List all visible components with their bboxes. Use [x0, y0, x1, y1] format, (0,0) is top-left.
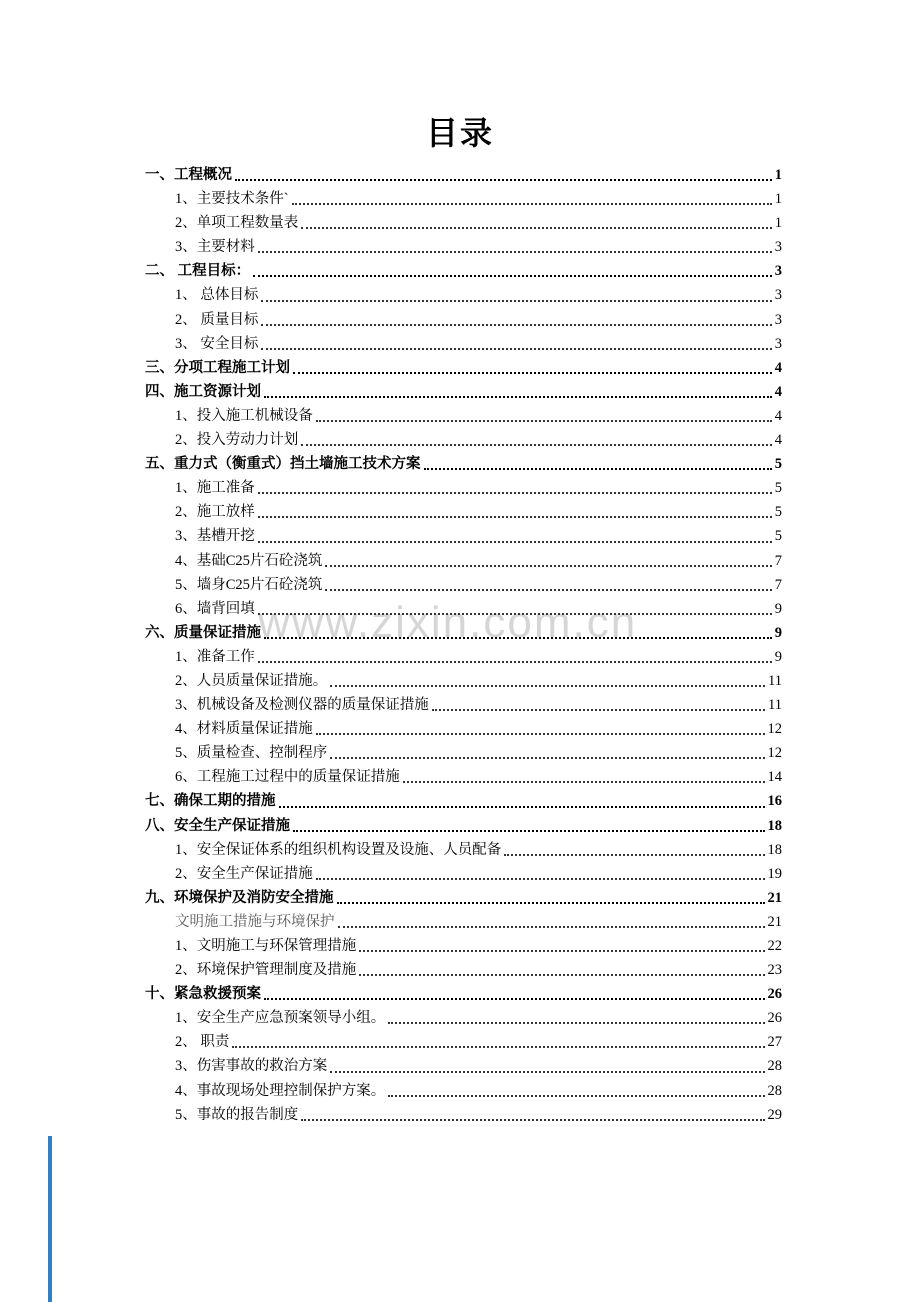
toc-entry-page-number: 9	[774, 648, 782, 665]
dot-leader	[301, 227, 772, 229]
toc-entry[interactable]	[145, 693, 782, 717]
left-margin-revision-bar	[48, 1136, 52, 1302]
toc-entry-label: 6、工程施工过程中的质量保证措施	[175, 769, 400, 786]
dot-leader	[301, 1119, 764, 1121]
dot-leader	[258, 661, 772, 663]
dot-leader	[258, 251, 772, 253]
toc-entry-label: 2、人员质量保证措施。	[175, 672, 328, 689]
toc-entry-page-number: 18	[767, 817, 782, 834]
toc-entry-page-number: 22	[767, 938, 782, 954]
toc-entry-page-number: 12	[767, 745, 782, 762]
toc-entry-label: 七、确保工期的措施	[145, 793, 276, 810]
toc-entry[interactable]	[145, 838, 782, 862]
toc-entry[interactable]	[145, 717, 782, 741]
toc-entry-label: 3、基槽开挖	[175, 528, 255, 545]
toc-entry[interactable]	[145, 235, 782, 259]
dot-leader	[264, 396, 772, 398]
toc-entry-page-number: 5	[774, 480, 782, 497]
toc-entry[interactable]	[145, 380, 782, 404]
dot-leader	[325, 589, 771, 591]
toc-entry-label: 1、安全保证体系的组织机构设置及设施、人员配备	[175, 841, 502, 858]
dot-leader	[232, 1046, 764, 1048]
dot-leader	[279, 806, 765, 808]
toc-entry[interactable]	[145, 789, 782, 813]
toc-entry[interactable]	[145, 1054, 782, 1078]
toc-entry-label: 3、主要材料	[175, 239, 255, 256]
toc-entry[interactable]	[145, 814, 782, 838]
toc-entry-page-number: 26	[767, 1010, 782, 1027]
toc-entry-label: 一、工程概况	[145, 167, 232, 183]
toc-entry-page-number: 21	[767, 913, 782, 930]
toc-entry[interactable]	[145, 404, 782, 428]
dot-leader	[330, 757, 764, 759]
toc-entry[interactable]	[145, 452, 782, 476]
page-title: 目录	[425, 115, 494, 151]
toc-entry-label: 2、投入劳动力计划	[175, 432, 299, 449]
toc-entry-page-number: 1	[774, 191, 782, 208]
toc-entry[interactable]	[145, 283, 782, 307]
toc-entry[interactable]	[145, 910, 782, 934]
toc-entry[interactable]	[145, 476, 782, 500]
toc-entry-label: 1、施工准备	[175, 480, 255, 497]
toc-entry-page-number: 7	[774, 552, 782, 569]
dot-leader	[424, 468, 772, 470]
dot-leader	[258, 492, 772, 494]
toc-entry[interactable]	[145, 958, 782, 982]
dot-leader	[504, 854, 764, 856]
toc-entry[interactable]	[145, 549, 782, 573]
toc-entry-page-number: 11	[768, 672, 782, 689]
toc-entry-label: 4、材料质量保证措施	[175, 721, 313, 738]
toc-entry-label: 文明施工措施与环境保护	[175, 913, 335, 930]
toc-entry[interactable]	[145, 163, 782, 187]
toc-entry-label: 1、投入施工机械设备	[175, 407, 313, 424]
toc-entry-page-number: 18	[767, 841, 782, 858]
toc-entry[interactable]	[145, 597, 782, 621]
toc-entry-page-number: 3	[774, 287, 782, 304]
dot-leader	[301, 444, 772, 446]
dot-leader	[330, 685, 765, 687]
toc-entry-label: 2、安全生产保证措施	[175, 865, 313, 882]
toc-entry-label: 九、环境保护及消防安全措施	[145, 889, 334, 906]
toc-entry-page-number: 5	[774, 504, 782, 521]
toc-entry-label: 2、单项工程数量表	[175, 215, 299, 232]
toc-entry-label: 2、 职责	[175, 1034, 230, 1051]
dot-leader	[403, 781, 765, 783]
dot-leader	[432, 709, 765, 711]
toc-entry-page-number: 9	[774, 600, 782, 617]
toc-entry-page-number: 28	[767, 1082, 782, 1099]
toc-entry-label: 二、 工程目标：	[145, 263, 251, 280]
toc-entry-page-number: 7	[774, 576, 782, 593]
toc-entry-label: 1、文明施工与环保管理措施	[175, 938, 357, 954]
toc-entry[interactable]	[145, 524, 782, 548]
toc-entry-page-number: 12	[767, 721, 782, 738]
toc-entry-page-number: 1	[774, 167, 782, 183]
dot-leader	[253, 275, 772, 277]
toc-entry-page-number: 27	[767, 1034, 782, 1051]
dot-leader	[292, 203, 772, 205]
toc-entry-page-number: 4	[774, 407, 782, 424]
toc-entry[interactable]	[145, 259, 782, 283]
toc-entry[interactable]	[145, 645, 782, 669]
toc-entry-label: 八、安全生产保证措施	[145, 817, 290, 834]
toc-entry-page-number: 23	[767, 962, 782, 979]
toc-entry[interactable]	[145, 211, 782, 235]
dot-leader	[316, 733, 765, 735]
toc-entry-page-number: 1	[774, 215, 782, 232]
dot-leader	[258, 613, 772, 615]
toc-entry-page-number: 11	[768, 697, 782, 714]
toc-entry-label: 十、紧急救援预案	[145, 986, 261, 1003]
toc-entry-label: 6、墙背回填	[175, 600, 255, 617]
dot-leader	[258, 516, 772, 518]
toc-entry[interactable]	[145, 308, 782, 332]
dot-leader	[388, 1095, 764, 1097]
dot-leader	[316, 878, 765, 880]
dot-leader	[337, 902, 765, 904]
dot-leader	[293, 830, 765, 832]
toc-entry[interactable]	[145, 1030, 782, 1054]
toc-entry[interactable]	[145, 428, 782, 452]
toc-entry-page-number: 21	[767, 889, 782, 906]
toc-entry-label: 三、分项工程施工计划	[145, 359, 290, 376]
dot-leader	[338, 926, 765, 928]
toc-entry-page-number: 4	[774, 383, 782, 400]
dot-leader	[261, 300, 771, 302]
dot-leader	[258, 541, 772, 543]
dot-leader	[261, 348, 771, 350]
toc-entry-page-number: 29	[767, 1106, 782, 1123]
toc-entry-label: 5、墙身C25片石砼浇筑	[175, 576, 323, 593]
toc-entry-page-number: 14	[767, 769, 782, 786]
toc-entry-label: 1、 总体目标	[175, 287, 259, 304]
toc-entry[interactable]	[145, 573, 782, 597]
toc-entry-label: 1、安全生产应急预案领导小组。	[175, 1010, 386, 1027]
watermark-text: www.zixin.com.cn	[258, 598, 638, 647]
dot-leader	[388, 1022, 764, 1024]
toc-entry-label: 1、准备工作	[175, 648, 255, 665]
dot-leader	[235, 179, 772, 181]
dot-leader	[325, 565, 771, 567]
dot-leader	[330, 1071, 764, 1073]
toc-entry-label: 3、伤害事故的救治方案	[175, 1058, 328, 1075]
toc-entry-page-number: 3	[774, 311, 782, 328]
toc-entry-label: 五、重力式（衡重式）挡土墙施工技术方案	[145, 456, 421, 473]
toc-entry-label: 四、施工资源计划	[145, 383, 261, 400]
toc-entry[interactable]	[145, 741, 782, 765]
toc-entry[interactable]	[145, 621, 782, 645]
toc-entry[interactable]	[145, 1006, 782, 1030]
toc-entry-page-number: 16	[767, 793, 782, 810]
toc-entry[interactable]	[145, 669, 782, 693]
toc-entry-page-number: 3	[774, 239, 782, 256]
toc-entry[interactable]	[145, 332, 782, 356]
toc-entry-page-number: 9	[774, 624, 782, 641]
dot-leader	[264, 637, 772, 639]
toc-entry-label: 1、主要技术条件`	[175, 191, 289, 208]
toc-entry-page-number: 5	[774, 528, 782, 545]
toc-entry-label: 5、质量检查、控制程序	[175, 745, 328, 762]
dot-leader	[293, 372, 772, 374]
toc-entry-page-number: 26	[767, 986, 782, 1003]
toc-entry[interactable]	[145, 356, 782, 380]
toc-entry-label: 4、基础C25片石砼浇筑	[175, 552, 323, 569]
dot-leader	[359, 974, 764, 976]
toc-entry-page-number: 19	[767, 865, 782, 882]
toc-entry-page-number: 5	[774, 456, 782, 473]
toc-entry-page-number: 3	[774, 335, 782, 352]
toc-entry-page-number: 28	[767, 1058, 782, 1075]
dot-leader	[359, 950, 764, 952]
toc-entry[interactable]	[145, 765, 782, 789]
toc-entry-label: 4、事故现场处理控制保护方案。	[175, 1082, 386, 1099]
toc-entry-page-number: 4	[774, 432, 782, 449]
toc-entry-label: 2、施工放样	[175, 504, 255, 521]
toc-entry[interactable]	[145, 886, 782, 910]
toc-entry[interactable]	[145, 187, 782, 211]
toc-entry-label: 2、 质量目标	[175, 311, 259, 328]
table-of-contents	[145, 163, 782, 1127]
toc-entry-label: 2、环境保护管理制度及措施	[175, 962, 357, 979]
toc-entry[interactable]	[145, 862, 782, 886]
toc-entry[interactable]	[145, 500, 782, 524]
toc-entry[interactable]	[145, 1103, 782, 1127]
toc-entry-page-number: 4	[774, 359, 782, 376]
dot-leader	[261, 324, 771, 326]
dot-leader	[316, 420, 772, 422]
toc-entry-label: 六、质量保证措施	[145, 624, 261, 641]
toc-entry[interactable]	[145, 982, 782, 1006]
toc-entry-page-number: 3	[774, 263, 782, 280]
dot-leader	[264, 998, 765, 1000]
toc-entry-label: 3、机械设备及检测仪器的质量保证措施	[175, 697, 429, 714]
toc-entry[interactable]	[145, 934, 782, 958]
toc-entry-label: 5、事故的报告制度	[175, 1106, 299, 1123]
toc-entry-label: 3、 安全目标	[175, 335, 259, 352]
toc-entry[interactable]	[145, 1079, 782, 1103]
